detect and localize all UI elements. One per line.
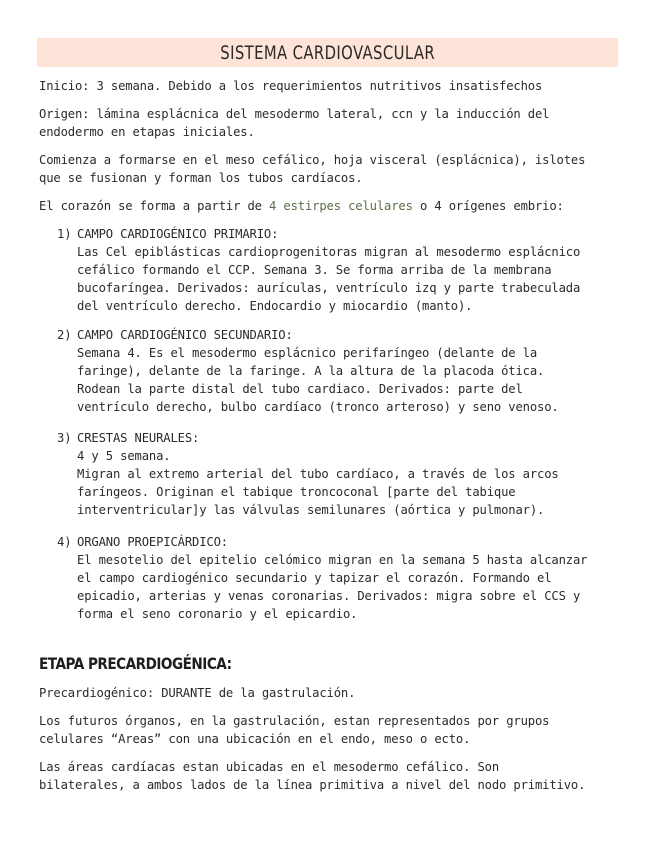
list-number: 2): [57, 328, 72, 342]
list-number: 3): [57, 431, 72, 445]
paragraph-comienza: Comienza a formarse en el meso cefálico, hoja visceral (esplácnica), islotes que se fusionan y forman los tubos cardíacos.: [39, 153, 586, 185]
list-item-title: CRESTAS NEURALES:: [77, 431, 200, 445]
highlighted-phrase: 4 estirpes celulares: [269, 199, 413, 213]
paragraph-origen: Origen: lámina esplácnica del mesodermo lateral, ccn y la inducción del endodermo en etapas iniciales.: [39, 107, 550, 139]
section-heading: ETAPA PRECARDIOGÉNICA:: [39, 654, 232, 673]
list-item-body: El mesotelio del epitelio celómico migran en la semana 5 hasta alcanzar el campo cardiogénico secundario y tapizar el corazón. Formando el epicadio, arterias y venas coronarias. Derivados: migra sobre el CCS y forma el seno coronario y el epicardio.: [77, 553, 588, 621]
list-item: [57, 429, 627, 519]
corazon-text-start: El corazón se forma a partir de: [39, 199, 269, 213]
paragraph-futuros-organos: Los futuros órganos, en la gastrulación, estan representados por grupos celulares “Areas” con una ubicación en el endo, meso o ecto.: [39, 714, 550, 746]
paragraph-precardiogenico: Precardiogénico: DURANTE de la gastrulación.: [39, 686, 356, 700]
list-item: [57, 533, 627, 623]
title-band: [37, 38, 618, 67]
paragraph-inicio: Inicio: 3 semana. Debido a los requerimientos nutritivos insatisfechos: [39, 79, 543, 93]
list-item-body: Semana 4. Es el mesodermo esplácnico perifaríngeo (delante de la faringe), delante de la faringe. A la altura de la placoda ótica. Rodean la parte distal del tubo cardiaco. Derivados: parte del ventrículo derecho, bulbo cardíaco (tronco arteroso) y seno venoso.: [77, 346, 559, 414]
list-item-body: 4 y 5 semana. Migran al extremo arterial del tubo cardíaco, a través de los arcos faríngeos. Originan el tabique troncoconal [parte del tabique interventricular]y las válvulas semilunares (aórtica y pulmonar).: [77, 449, 559, 517]
paragraph-corazon: [39, 197, 629, 215]
list-number: 1): [57, 227, 72, 241]
list-number: 4): [57, 535, 72, 549]
paragraph-areas-cardiacas: Las áreas cardíacas estan ubicadas en el mesodermo cefálico. Son bilaterales, a ambos lados de la línea primitiva a nivel del nodo primitivo.: [39, 760, 586, 792]
list-item-title: CAMPO CARDIOGÉNICO PRIMARIO:: [77, 227, 279, 241]
page-title: SISTEMA CARDIOVASCULAR: [220, 41, 435, 64]
list-item: [57, 326, 627, 416]
list-item: [57, 225, 627, 315]
list-item-title: ORGANO PROEPICÁRDICO:: [77, 535, 228, 549]
list-item-body: Las Cel epiblásticas cardioprogenitoras migran al mesodermo esplácnico cefálico formando el CCP. Semana 3. Se forma arriba de la membrana bucofaríngea. Derivados: aurículas, ventrículo izq y parte trabeculada del ventrículo derecho. Endocardio y miocardio (manto).: [77, 245, 581, 313]
corazon-text-end: o 4 orígenes embrio:: [412, 199, 564, 213]
list-item-title: CAMPO CARDIOGÉNICO SECUNDARIO:: [77, 328, 293, 342]
